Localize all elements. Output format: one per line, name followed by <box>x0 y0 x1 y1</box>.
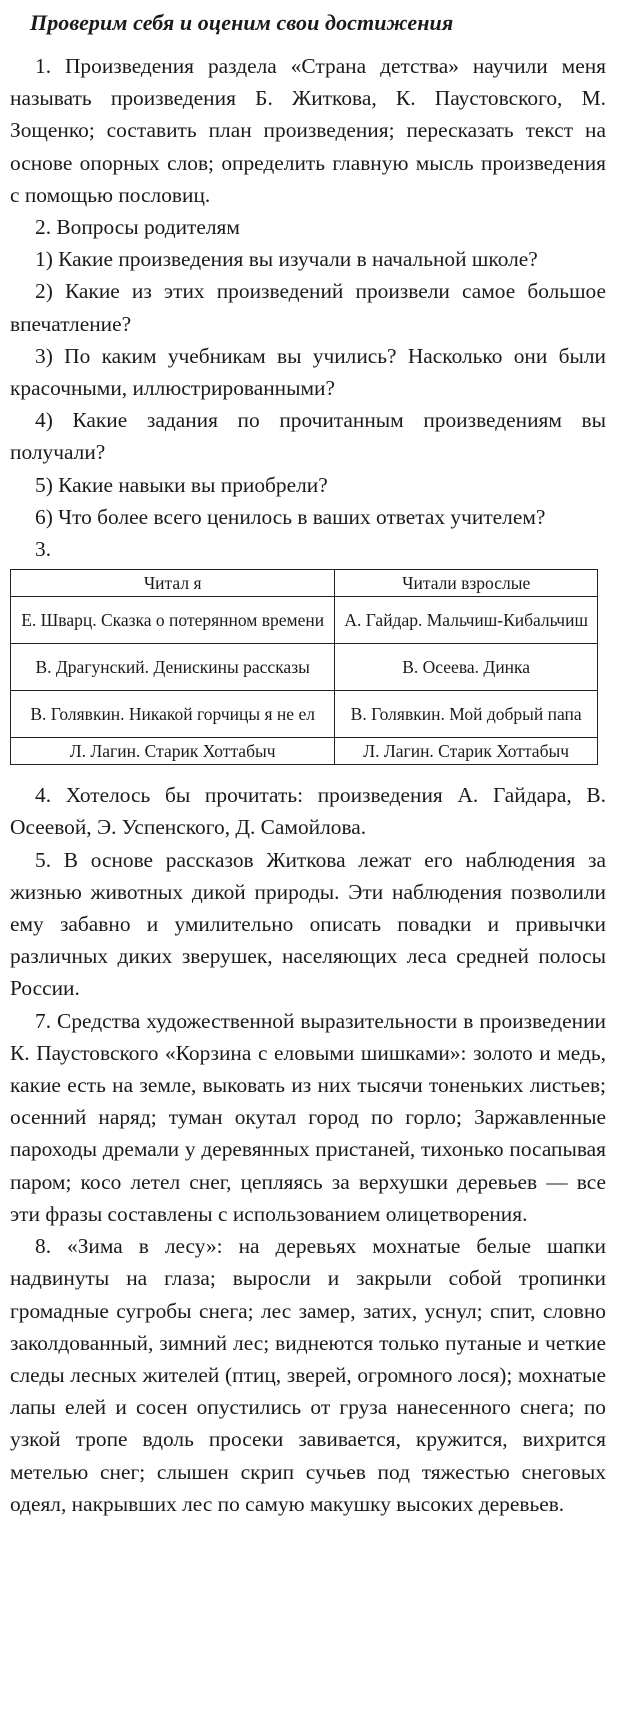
table-row <box>11 691 598 738</box>
question-6: 6) Что более всего ценилось в ваших ответах учителем? <box>35 504 546 529</box>
table-cell: В. Осеева. Динка <box>335 644 598 691</box>
table-header-cell: Читали взрослые <box>335 570 598 597</box>
reading-table <box>10 569 598 765</box>
table-header-cell: Читал я <box>11 570 335 597</box>
page-title: Проверим себя и оценим свои достижения <box>30 10 454 35</box>
question-2: 2) Какие из этих произведений произвели самое большое впечатление? <box>10 279 606 336</box>
table-row <box>11 738 598 765</box>
document-page <box>10 6 606 1520</box>
table-cell: Л. Лагин. Старик Хоттабыч <box>335 738 598 765</box>
paragraph-4: 4. Хотелось бы прочитать: произведения А. Гайдара, В. Осеевой, Э. Успенского, Д. Самойлова. <box>10 783 606 840</box>
table-cell: В. Голявкин. Никакой горчицы я не ел <box>11 691 335 738</box>
table-header-row <box>11 570 598 597</box>
paragraph-7: 7. Средства художественной выразительности в произведении К. Паустовского «Корзина с еловыми шишками»: золото и медь, какие есть на земле, выковать из них тысячи тоненьких листьев; осенний наряд; туман окутал город по горло; Заржавленные пароходы дремали у деревянных пристаней, тихонько посапывая паром; косо летел снег, цепляясь за верхушки деревьев — все эти фразы составлены с использованием олицетворения. <box>10 1008 606 1226</box>
paragraph-1: 1. Произведения раздела «Страна детства» научили меня называть произведения Б. Житкова, К. Паустовского, М. Зощенко; составить план произведения; пересказать текст на основе опорных слов; определить главную мысль произведения с помощью пословиц. <box>10 54 606 207</box>
paragraph-2: 2. Вопросы родителям <box>35 215 240 240</box>
question-1: 1) Какие произведения вы изучали в начальной школе? <box>35 247 538 272</box>
question-5: 5) Какие навыки вы приобрели? <box>35 472 328 497</box>
table-cell: Л. Лагин. Старик Хоттабыч <box>11 738 335 765</box>
table-row <box>11 644 598 691</box>
table-cell: А. Гайдар. Мальчиш-Кибальчиш <box>335 597 598 644</box>
table-cell: Е. Шварц. Сказка о потерянном времени <box>11 597 335 644</box>
paragraph-8: 8. «Зима в лесу»: на деревьях мохнатые белые шапки надвинуты на глаза; выросли и закрыли собой тропинки громадные сугробы снега; лес замер, затих, уснул; спит, словно заколдованный, зимний лес; виднеются только путаные и четкие следы лесных жителей (птиц, зверей, огромного лося); мохнатые лапы елей и сосен опустились от груза нанесенного снега; по узкой тропе вдоль просеки завивается, кружится, вихрится метелью снег; слышен скрип сучьев под тяжестью снеговых одеял, накрывших лес по самую макушку высоких деревьев. <box>10 1234 606 1516</box>
question-4: 4) Какие задания по прочитанным произведениям вы получали? <box>10 408 606 465</box>
paragraph-5: 5. В основе рассказов Житкова лежат его наблюдения за жизнью животных дикой природы. Эти наблюдения позволили ему забавно и умилительно описать повадки и привычки различных диких зверушек, населяющих леса средней полосы России. <box>10 847 606 1001</box>
question-3: 3) По каким учебникам вы учились? Насколько они были красочными, иллюстрированными? <box>10 343 606 401</box>
table-row <box>11 597 598 644</box>
table-cell: В. Голявкин. Мой добрый папа <box>335 691 598 738</box>
table-cell: В. Драгунский. Денискины рассказы <box>11 644 335 691</box>
paragraph-3: 3. <box>35 537 52 562</box>
